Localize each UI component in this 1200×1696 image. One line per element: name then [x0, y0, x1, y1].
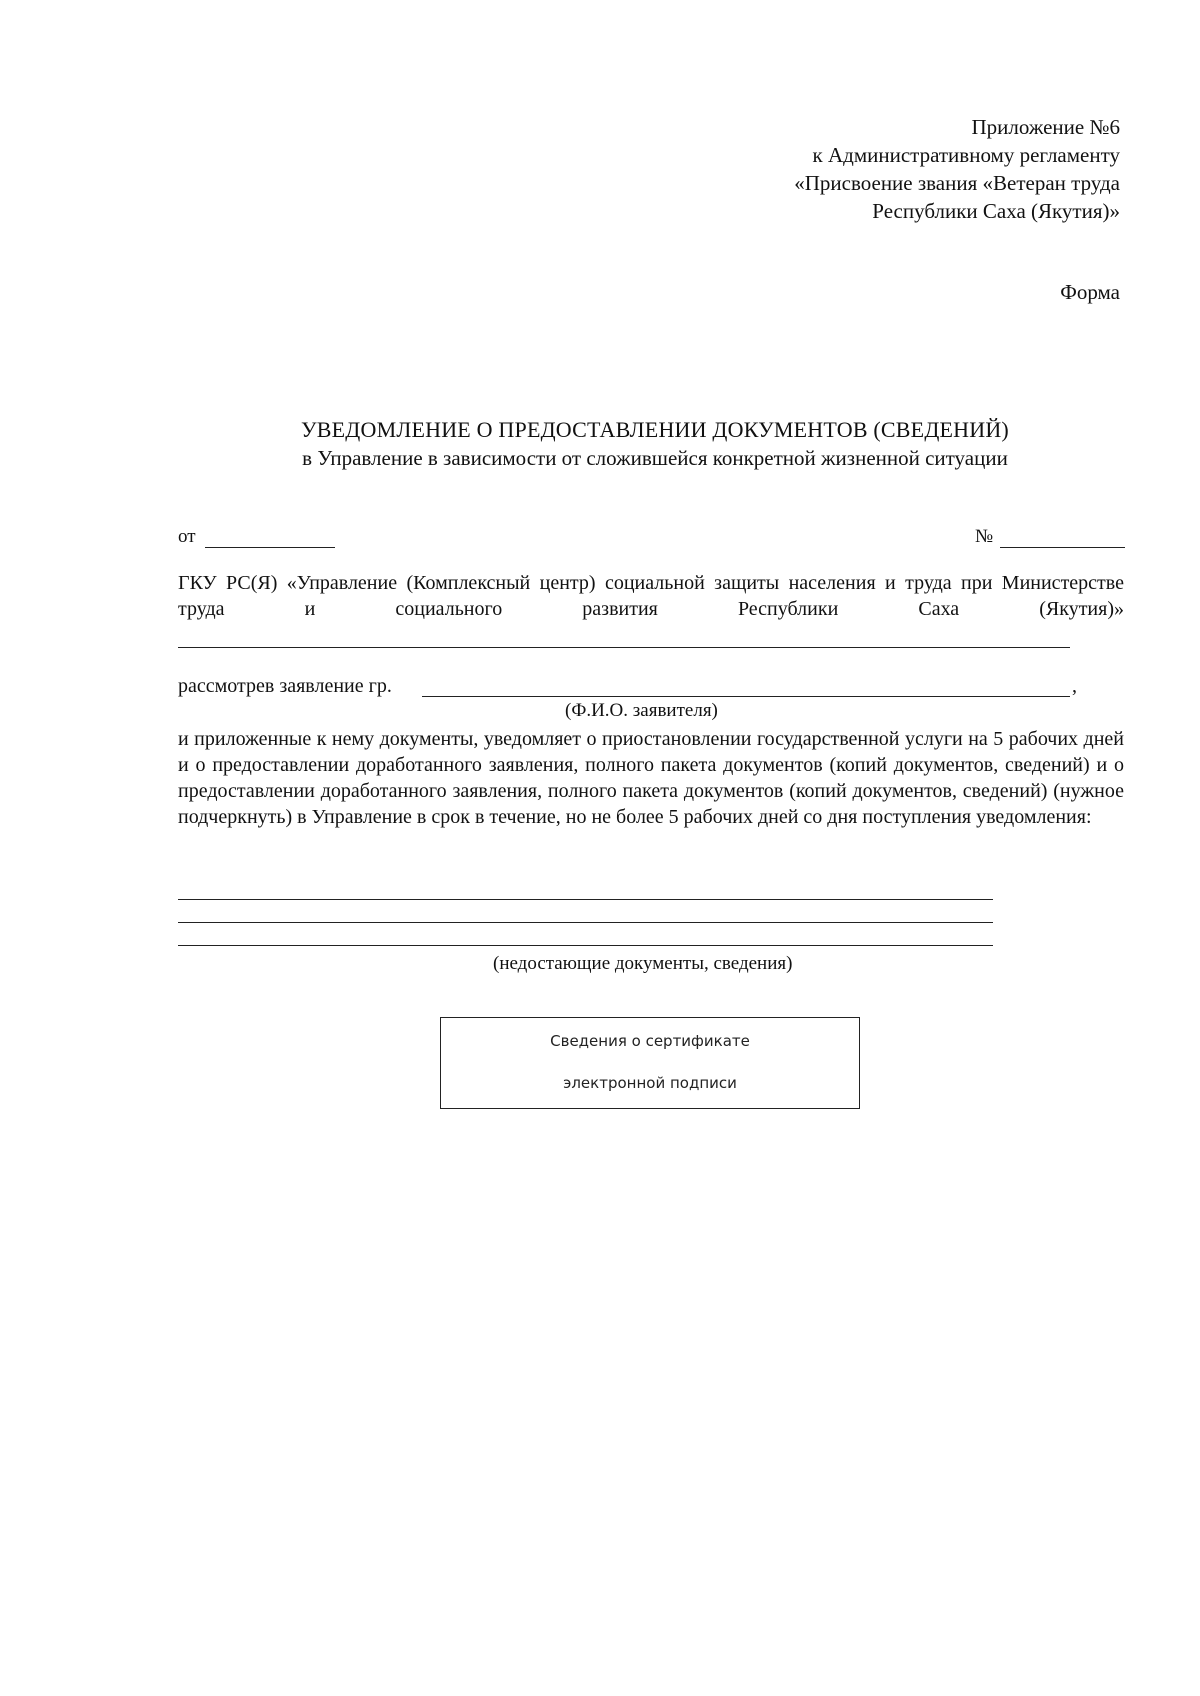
appendix-line-2: к Административному регламенту — [812, 143, 1120, 167]
form-label: Форма — [1060, 280, 1120, 304]
appendix-header — [794, 113, 1120, 225]
organization-underline — [178, 647, 1070, 648]
missing-docs-line-2[interactable] — [178, 922, 993, 923]
missing-docs-line-3[interactable] — [178, 945, 993, 946]
number-field[interactable] — [1000, 547, 1125, 548]
applicant-name-field[interactable] — [422, 696, 1070, 697]
number-label: № — [975, 526, 994, 547]
organization-text: ГКУ РС(Я) «Управление (Комплексный центр) социальной защиты населения и труда при Министерстве труда и социального развития Республики Саха (Якутия)» — [178, 572, 1124, 620]
missing-docs-caption: (недостающие документы, сведения) — [493, 953, 793, 974]
main-paragraph: и приложенные к нему документы, уведомляет о приостановлении государственной услуги на 5 рабочих дней и о предоставлении доработанного заявления, полного пакета документов (копий документов, сведений) и о предоставлении доработанного заявления, полного пакета документов (копий документов, сведений) (нужное подчеркнуть) в Управление в срок в течение, но не более 5 рабочих дней со дня поступления уведомления: — [178, 728, 1124, 828]
document-subtitle: в Управление в зависимости от сложившейся конкретной жизненной ситуации — [302, 446, 1008, 470]
from-label: от — [178, 526, 196, 547]
considered-comma: , — [1072, 675, 1077, 697]
appendix-line-4: Республики Саха (Якутия)» — [872, 199, 1120, 223]
certificate-box — [440, 1017, 860, 1109]
appendix-line-1: Приложение №6 — [971, 115, 1120, 139]
applicant-caption: (Ф.И.О. заявителя) — [565, 700, 718, 721]
missing-docs-line-1[interactable] — [178, 899, 993, 900]
document-title: УВЕДОМЛЕНИЕ О ПРЕДОСТАВЛЕНИИ ДОКУМЕНТОВ (СВЕДЕНИЙ) — [301, 417, 1009, 442]
considered-label: рассмотрев заявление гр. — [178, 675, 392, 697]
certificate-line-2: электронной подписи — [563, 1074, 737, 1092]
certificate-line-1: Сведения о сертификате — [550, 1032, 750, 1050]
from-date-field[interactable] — [205, 547, 335, 548]
appendix-line-3: «Присвоение звания «Ветеран труда — [794, 171, 1120, 195]
